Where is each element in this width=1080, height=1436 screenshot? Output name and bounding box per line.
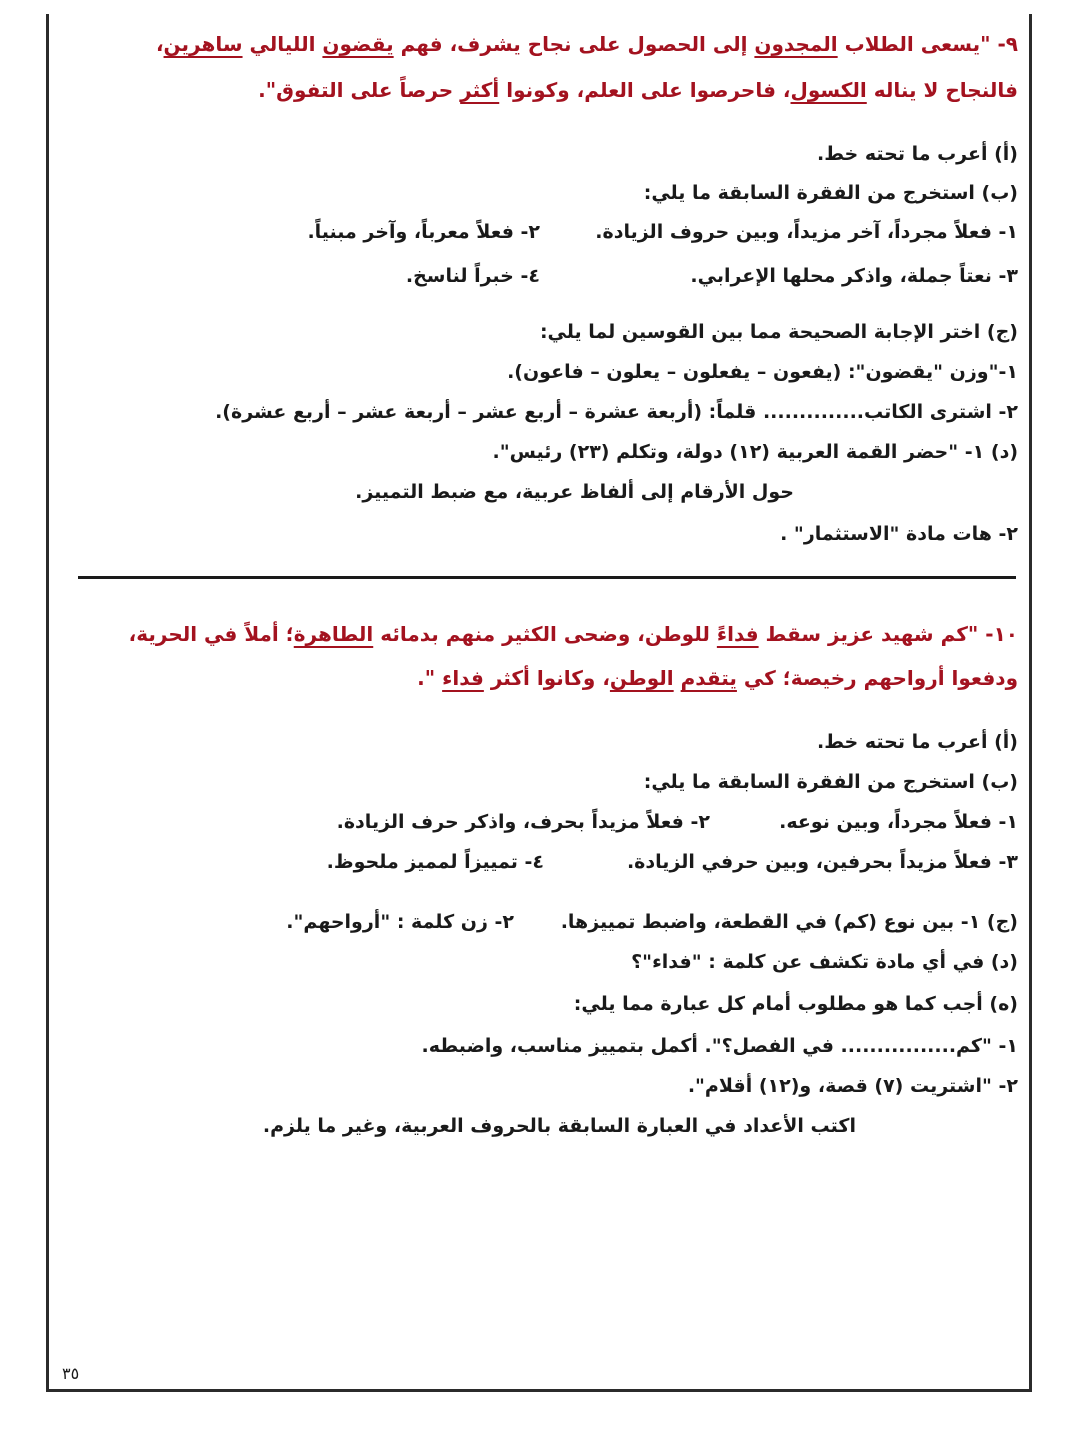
q9-paragraph-line-1: ٩- "يسعى الطلاب المجدون إلى الحصول على نجاح يشرف، فهم يقضون الليالي ساهرين، bbox=[155, 32, 1018, 56]
q10-part-e: (ه) أجب كما هو مطلوب أمام كل عبارة مما يلي: bbox=[573, 993, 1018, 1015]
q9-b-item-3: ٣- نعتاً جملة، واذكر محلها الإعرابي. bbox=[690, 265, 1018, 287]
q10-b-item-4: ٤- تمييزاً لمميز ملحوظ. bbox=[326, 851, 544, 873]
q10-b-item-1: ١- فعلاً مجرداً، وبين نوعه. bbox=[779, 811, 1018, 833]
q9-paragraph-line-2: فالنجاح لا يناله الكسول، فاحرصوا على العلم، وكونوا أكثر حرصاً على التفوق". bbox=[258, 78, 1018, 102]
q9-d-item-2: ٢- هات مادة "الاستثمار" . bbox=[780, 523, 1018, 545]
q9-part-b: (ب) استخرج من الفقرة السابقة ما يلي: bbox=[643, 182, 1018, 204]
q9-d-instruction: حول الأرقام إلى ألفاظ عربية، مع ضبط التمييز. bbox=[355, 481, 794, 503]
q10-e-item-2: ٢- "اشتريت (٧) قصة، و(١٢) أقلام". bbox=[687, 1075, 1018, 1097]
q10-b-item-2: ٢- فعلاً مزيداً بحرف، واذكر حرف الزيادة. bbox=[336, 811, 710, 833]
q10-e-instruction: اكتب الأعداد في العبارة السابقة بالحروف العربية، وغير ما يلزم. bbox=[262, 1115, 856, 1137]
q9-b-item-2: ٢- فعلاً معرباً، وآخر مبنياً. bbox=[307, 221, 540, 243]
page-number: ٣٥ bbox=[62, 1364, 80, 1383]
q10-c-item-1: (ج) ١- بين نوع (كم) في القطعة، واضبط تمييزها. bbox=[560, 911, 1018, 933]
q9-b-item-4: ٤- خبراً لناسخ. bbox=[405, 265, 540, 287]
q9-part-a: (أ) أعرب ما تحته خط. bbox=[816, 143, 1018, 165]
q10-b-item-3: ٣- فعلاً مزيداً بحرفين، وبين حرفي الزيادة. bbox=[626, 851, 1018, 873]
q10-e-item-1: ١- "كم................ في الفصل؟". أكمل بتمييز مناسب، واضبطه. bbox=[421, 1035, 1018, 1057]
q9-part-c: (ج) اختر الإجابة الصحيحة مما بين القوسين لما يلي: bbox=[539, 321, 1018, 343]
section-divider bbox=[78, 576, 1016, 579]
q10-part-d: (د) في أي مادة تكشف عن كلمة : "فداء"؟ bbox=[631, 951, 1018, 973]
q10-part-b: (ب) استخرج من الفقرة السابقة ما يلي: bbox=[643, 771, 1018, 793]
q9-c-item-2: ٢- اشترى الكاتب.............. قلماً: (أربعة عشرة – أربع عشر – أربعة عشر – أربع عشرة). bbox=[215, 401, 1018, 423]
q9-d-item-1: (د) ١- "حضر القمة العربية (١٢) دولة، وتكلم (٢٣) رئيس". bbox=[492, 441, 1018, 463]
q10-paragraph-line-1: ١٠- "كم شهيد عزيز سقط فداءً للوطن، وضحى الكثير منهم بدمائه الطاهرة؛ أملاً في الحرية، bbox=[128, 622, 1018, 646]
q9-c-item-1: ١-"وزن "يقضون": (يفعون – يفعلون – يعلون – فاعون). bbox=[507, 361, 1018, 383]
q10-paragraph-line-2: ودفعوا أرواحهم رخيصة؛ كي يتقدم الوطن، وكانوا أكثر فداء ". bbox=[417, 666, 1018, 690]
q10-c-item-2: ٢- زن كلمة : "أرواحهم". bbox=[286, 911, 514, 933]
q10-part-a: (أ) أعرب ما تحته خط. bbox=[816, 731, 1018, 753]
q9-b-item-1: ١- فعلاً مجرداً، آخر مزيداً، وبين حروف الزيادة. bbox=[595, 221, 1018, 243]
